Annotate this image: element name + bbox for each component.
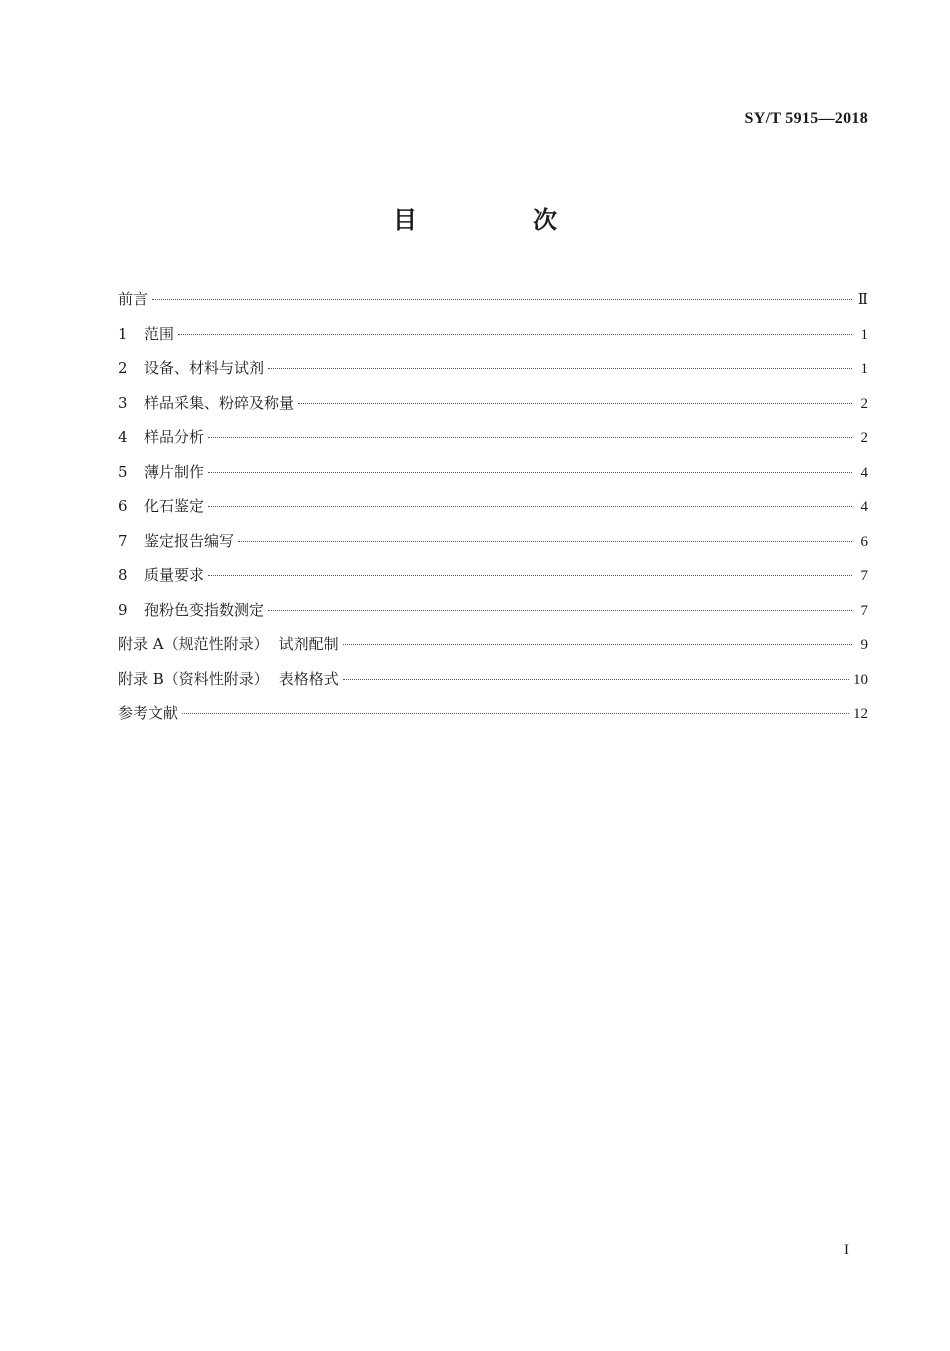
toc-entry-appendix-a[interactable] — [118, 633, 868, 668]
toc-entry-7[interactable] — [118, 530, 868, 565]
toc-entry-page: 2 — [860, 395, 868, 412]
toc-entry-page: 7 — [860, 602, 868, 619]
toc-entry-page: 9 — [860, 637, 868, 653]
toc-entry-title: 附录 A（规范性附录） — [118, 635, 269, 653]
toc-entry-page: 10 — [853, 671, 868, 688]
toc-entry-page: 6 — [860, 533, 868, 550]
toc-entry-number: 3 — [118, 393, 128, 412]
toc-entry-title: 薄片制作 — [144, 462, 205, 481]
toc-entry-2[interactable] — [118, 357, 868, 392]
toc-entry-page: 12 — [853, 706, 868, 722]
toc-leader — [208, 575, 852, 576]
toc-leader — [268, 368, 852, 369]
toc-entry-title: 附录 B（资料性附录） — [118, 669, 269, 688]
toc-entry-title: 化石鉴定 — [144, 497, 205, 515]
toc-entry-appendix-b[interactable] — [118, 668, 868, 703]
toc-entry-title: 孢粉色变指数测定 — [144, 600, 265, 619]
toc-leader — [238, 541, 852, 542]
table-of-contents — [118, 288, 868, 737]
toc-leader — [178, 334, 852, 335]
toc-entry-number: 1 — [118, 324, 128, 343]
toc-entry-number: 9 — [118, 600, 128, 619]
toc-entry-references[interactable] — [118, 702, 868, 737]
toc-entry-page: 1 — [860, 361, 868, 377]
toc-entry-number: 4 — [118, 428, 128, 446]
toc-entry-title: 样品采集、粉碎及称量 — [144, 393, 295, 412]
toc-entry-title: 参考文献 — [118, 704, 179, 722]
toc-entry-6[interactable] — [118, 495, 868, 530]
toc-entry-title: 鉴定报告编写 — [144, 531, 235, 550]
toc-leader — [343, 679, 849, 680]
toc-entry-8[interactable] — [118, 564, 868, 599]
toc-entry-title: 样品分析 — [144, 428, 205, 446]
toc-entry-1[interactable] — [118, 323, 868, 358]
toc-entry-subtitle: 试剂配制 — [278, 635, 339, 653]
toc-entry-number: 6 — [118, 497, 128, 515]
standard-code: SY/T 5915—2018 — [744, 110, 868, 127]
toc-entry-number: 2 — [118, 359, 128, 377]
toc-entry-page: 2 — [860, 430, 868, 446]
toc-leader — [208, 472, 852, 473]
toc-leader — [208, 506, 852, 507]
toc-entry-4[interactable] — [118, 426, 868, 461]
toc-entry-title: 范围 — [144, 324, 175, 343]
toc-entry-page: Ⅱ — [857, 292, 868, 308]
toc-entry-3[interactable] — [118, 392, 868, 427]
toc-entry-page: 1 — [860, 326, 868, 343]
toc-leader — [268, 610, 852, 611]
toc-entry-page: 7 — [860, 568, 868, 584]
toc-entry-number: 7 — [118, 531, 128, 550]
page-title: 目 次 — [393, 206, 603, 234]
toc-leader — [343, 644, 852, 645]
toc-entry-number: 5 — [118, 462, 128, 481]
toc-entry-number: 8 — [118, 566, 128, 584]
toc-leader — [208, 437, 852, 438]
toc-entry-title: 质量要求 — [144, 566, 205, 584]
toc-entry-title: 前言 — [118, 290, 149, 308]
toc-entry-foreword[interactable] — [118, 288, 868, 323]
toc-leader — [298, 403, 852, 404]
toc-entry-page: 4 — [860, 464, 868, 481]
toc-leader — [152, 299, 852, 300]
toc-leader — [182, 713, 849, 714]
toc-entry-5[interactable] — [118, 461, 868, 496]
page-number: I — [844, 1242, 849, 1258]
toc-entry-9[interactable] — [118, 599, 868, 634]
toc-entry-subtitle: 表格格式 — [278, 669, 339, 688]
toc-entry-page: 4 — [860, 499, 868, 515]
toc-entry-title: 设备、材料与试剂 — [144, 359, 265, 377]
